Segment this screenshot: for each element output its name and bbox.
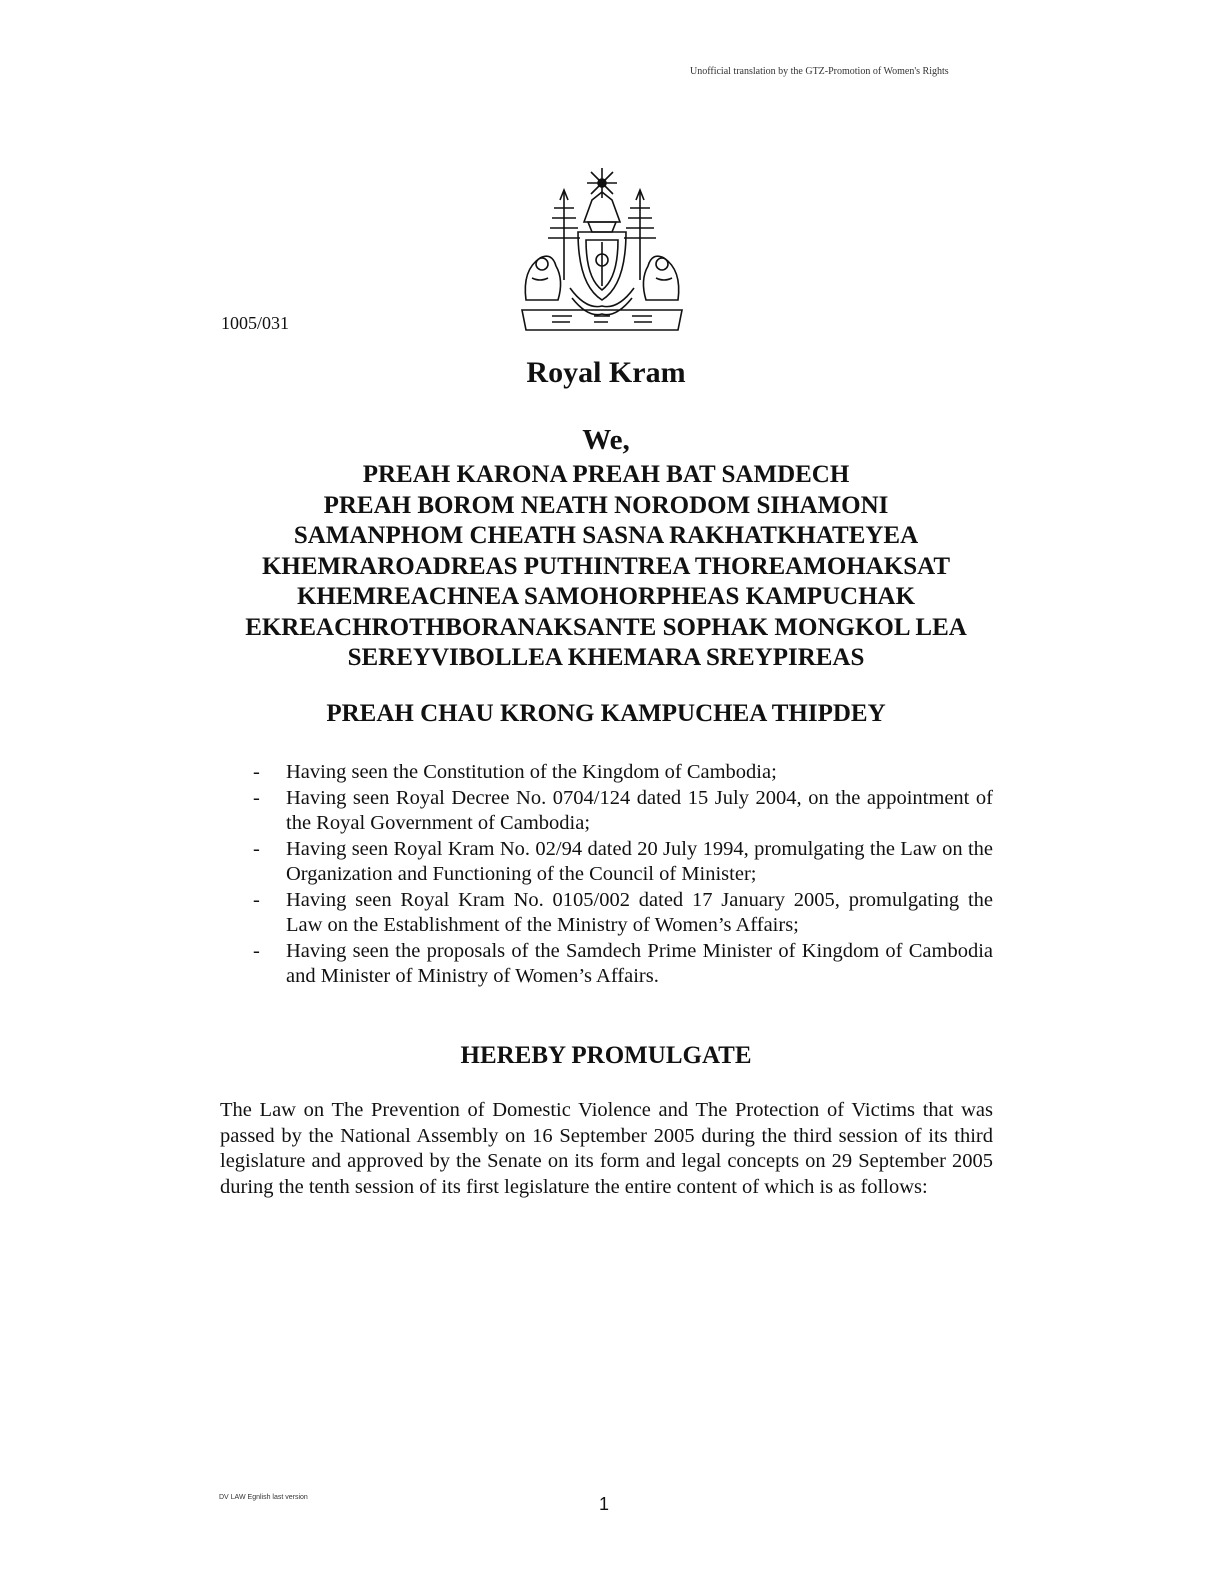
footer-note: DV LAW Egnlish last version (219, 1494, 308, 1501)
royal-name-line: PREAH KARONA PREAH BAT SAMDECH (362, 461, 850, 488)
we-heading: We, (582, 424, 630, 456)
bullet-dash: - (253, 888, 260, 911)
preamble-item (253, 786, 993, 837)
bullet-dash: - (253, 761, 260, 783)
preamble-text: Having seen the proposals of the Samdech Prime Minister of Kingdom of Cambodia and Minister of Ministry of Women’s Affairs. (286, 939, 993, 987)
preamble-text: Having seen Royal Decree No. 0704/124 dated 15 July 2004, on the appointment of the Royal Government of Cambodia; (286, 786, 993, 834)
document-title: Royal Kram (526, 356, 686, 389)
preamble-text: Having seen Royal Kram No. 02/94 dated 20 July 1994, promulgating the Law on the Organization and Functioning of the Council of Minister; (286, 837, 993, 885)
page-number: 1 (599, 1494, 610, 1514)
royal-name-line: PREAH BOROM NEATH NORODOM SIHAMONI (323, 491, 889, 519)
bullet-dash: - (253, 786, 260, 809)
preamble-item (253, 837, 993, 888)
royal-name-line: KHEMREACHNEA SAMOHORPHEAS KAMPUCHAK (296, 583, 916, 610)
bullet-dash: - (253, 837, 260, 860)
royal-name-line: SAMANPHOM CHEATH SASNA RAKHATKHATEYEA (293, 522, 919, 549)
reference-number: 1005/031 (221, 313, 290, 333)
preamble-text: Having seen the Constitution of the Kingdom of Cambodia; (286, 761, 777, 783)
royal-names-list (0, 460, 1212, 674)
promulgate-heading: HEREBY PROMULGATE (460, 1042, 752, 1069)
royal-name-line: EKREACHROTHBORANAKSANTE SOPHAK MONGKOL LEA (245, 613, 967, 641)
preamble-item (253, 760, 993, 786)
sunburst-icon (587, 168, 617, 198)
preamble-item (253, 939, 993, 990)
royal-arms-emblem-icon (512, 160, 692, 340)
royal-name-line: SEREYVIBOLLEA KHEMARA SREYPIREAS (347, 644, 865, 671)
body-paragraph: The Law on The Prevention of Domestic Violence and The Protection of Victims that was passed by the National Assembly on 16 September 2005 during the third session of its third legislature and approved by the Senate on its form and legal concepts on 29 September 2005 during the tenth session of its first legislature the entire content of which is as follows: (220, 1099, 993, 1198)
emblem-graphic (512, 160, 692, 340)
preamble-item (253, 888, 993, 939)
preamble-text: Having seen Royal Kram No. 0105/002 dated 17 January 2005, promulgating the Law on the Establishment of the Ministry of Women’s Affairs; (286, 888, 993, 936)
bullet-dash: - (253, 939, 260, 962)
preamble-list (253, 760, 993, 990)
king-title-heading: PREAH CHAU KRONG KAMPUCHEA THIPDEY (326, 700, 886, 727)
header-note: Unofficial translation by the GTZ-Promotion of Women's Rights (690, 66, 949, 77)
royal-name-line: KHEMRAROADREAS PUTHINTREA THOREAMOHAKSAT (261, 552, 951, 580)
